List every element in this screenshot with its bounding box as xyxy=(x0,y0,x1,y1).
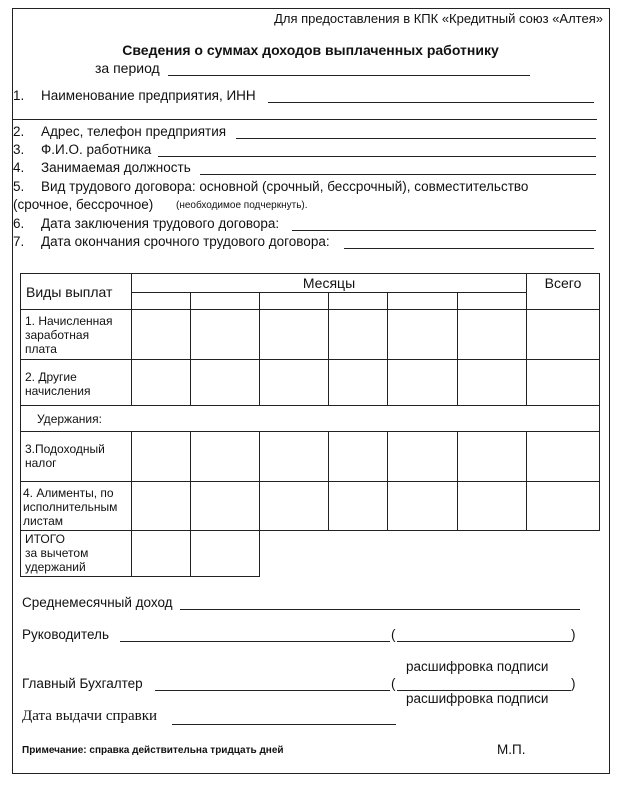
value-cell[interactable] xyxy=(329,482,388,531)
value-cell[interactable] xyxy=(527,432,600,482)
field-5-num: 5. xyxy=(13,179,25,194)
value-cell[interactable] xyxy=(260,432,329,482)
month-cell[interactable] xyxy=(458,293,527,310)
month-cell[interactable] xyxy=(388,293,458,310)
contract-end-field[interactable] xyxy=(344,248,594,249)
stamp-place: М.П. xyxy=(497,742,526,757)
paren-open: ( xyxy=(391,627,396,642)
value-cell[interactable] xyxy=(132,360,191,406)
col-header-months: Месяцы xyxy=(132,274,527,293)
value-cell[interactable] xyxy=(132,310,191,360)
payments-table xyxy=(20,273,600,577)
col-header-types: Виды выплат xyxy=(21,274,132,310)
field-1-label: Наименование предприятия, ИНН xyxy=(41,88,256,103)
month-cell[interactable] xyxy=(329,293,388,310)
month-cell[interactable] xyxy=(260,293,329,310)
field-2-label: Адрес, телефон предприятия xyxy=(41,124,227,139)
value-cell[interactable] xyxy=(527,360,600,406)
value-cell[interactable] xyxy=(191,531,260,577)
value-cell[interactable] xyxy=(191,432,260,482)
paren-close: ) xyxy=(571,676,576,691)
value-cell[interactable] xyxy=(132,531,191,577)
row-label: 4. Алименты, по исполнительным листам xyxy=(21,482,132,531)
value-cell[interactable] xyxy=(527,482,600,531)
value-cell[interactable] xyxy=(329,360,388,406)
value-cell[interactable] xyxy=(458,432,527,482)
value-cell[interactable] xyxy=(388,360,458,406)
period-label: за период xyxy=(95,60,160,76)
contract-type-line2: (срочное, бессрочное) xyxy=(13,197,154,212)
value-cell[interactable] xyxy=(458,360,527,406)
field-3-label: Ф.И.О. работника xyxy=(41,142,152,157)
director-label: Руководитель xyxy=(22,627,109,642)
issue-date-field[interactable] xyxy=(172,724,396,725)
org-header: Для предоставления в КПК «Кредитный союз «Алтея» xyxy=(274,11,603,26)
contract-hint: (необходимое подчеркнуть). xyxy=(176,200,308,211)
employee-name-field[interactable] xyxy=(158,156,596,157)
field-5-label: Вид трудового договора: основной (срочный, бессрочный), совместительство xyxy=(41,179,529,194)
table-row xyxy=(21,432,600,482)
field-4-label: Занимаемая должность xyxy=(41,160,191,175)
field-7-label: Дата окончания срочного трудового договора: xyxy=(41,234,330,249)
value-cell[interactable] xyxy=(132,432,191,482)
value-cell[interactable] xyxy=(191,482,260,531)
row-label: ИТОГО за вычетом удержаний xyxy=(21,531,132,577)
value-cell[interactable] xyxy=(458,310,527,360)
accountant-signature-field[interactable] xyxy=(155,690,390,691)
signature-decode-2: расшифровка подписи xyxy=(406,691,549,706)
validity-note: Примечание: справка действительна тридцать дней xyxy=(22,745,284,756)
signature-decode-1: расшифровка подписи xyxy=(406,659,549,674)
empty-area xyxy=(260,531,600,577)
month-cell[interactable] xyxy=(132,293,191,310)
value-cell[interactable] xyxy=(329,432,388,482)
value-cell[interactable] xyxy=(527,310,600,360)
field-7-num: 7. xyxy=(13,234,25,249)
row-label: 2. Другие начисления xyxy=(21,360,132,406)
field-1-num: 1. xyxy=(13,88,25,103)
value-cell[interactable] xyxy=(260,482,329,531)
row-label: 1. Начисленная заработная плата xyxy=(21,310,132,360)
month-cell[interactable] xyxy=(191,293,260,310)
value-cell[interactable] xyxy=(388,432,458,482)
row-label: 3.Подоходный налог xyxy=(21,432,132,482)
company-inn-field[interactable] xyxy=(268,102,594,103)
deductions-label: Удержания: xyxy=(21,406,600,432)
director-signature-field[interactable] xyxy=(120,641,390,642)
chief-accountant-label: Главный Бухгалтер xyxy=(22,676,143,691)
field-6-num: 6. xyxy=(13,216,25,231)
table-row xyxy=(21,360,600,406)
issue-date-label: Дата выдачи справки xyxy=(22,708,158,724)
value-cell[interactable] xyxy=(458,482,527,531)
document-title: Сведения о суммах доходов выплаченных работнику xyxy=(122,42,499,58)
value-cell[interactable] xyxy=(260,310,329,360)
paren-close: ) xyxy=(571,627,576,642)
field-3-num: 3. xyxy=(13,142,25,157)
avg-income-field[interactable] xyxy=(180,609,580,610)
position-field[interactable] xyxy=(200,174,596,175)
value-cell[interactable] xyxy=(191,310,260,360)
company-address-field[interactable] xyxy=(236,138,596,139)
value-cell[interactable] xyxy=(191,360,260,406)
col-header-total: Всего xyxy=(527,274,600,310)
table-row xyxy=(21,310,600,360)
value-cell[interactable] xyxy=(260,360,329,406)
table-section-row xyxy=(21,406,600,432)
table-row-total xyxy=(21,531,600,577)
field-6-label: Дата заключения трудового договора: xyxy=(41,216,280,231)
value-cell[interactable] xyxy=(388,310,458,360)
period-field[interactable] xyxy=(168,75,530,76)
director-name-field[interactable] xyxy=(397,641,571,642)
paren-open: ( xyxy=(391,676,396,691)
contract-start-field[interactable] xyxy=(292,230,596,231)
field-4-num: 4. xyxy=(13,160,25,175)
company-inn-field-line2[interactable] xyxy=(13,119,597,120)
value-cell[interactable] xyxy=(132,482,191,531)
avg-income-label: Среднемесячный доход xyxy=(22,595,173,610)
field-2-num: 2. xyxy=(13,124,25,139)
value-cell[interactable] xyxy=(388,482,458,531)
table-row xyxy=(21,482,600,531)
value-cell[interactable] xyxy=(329,310,388,360)
